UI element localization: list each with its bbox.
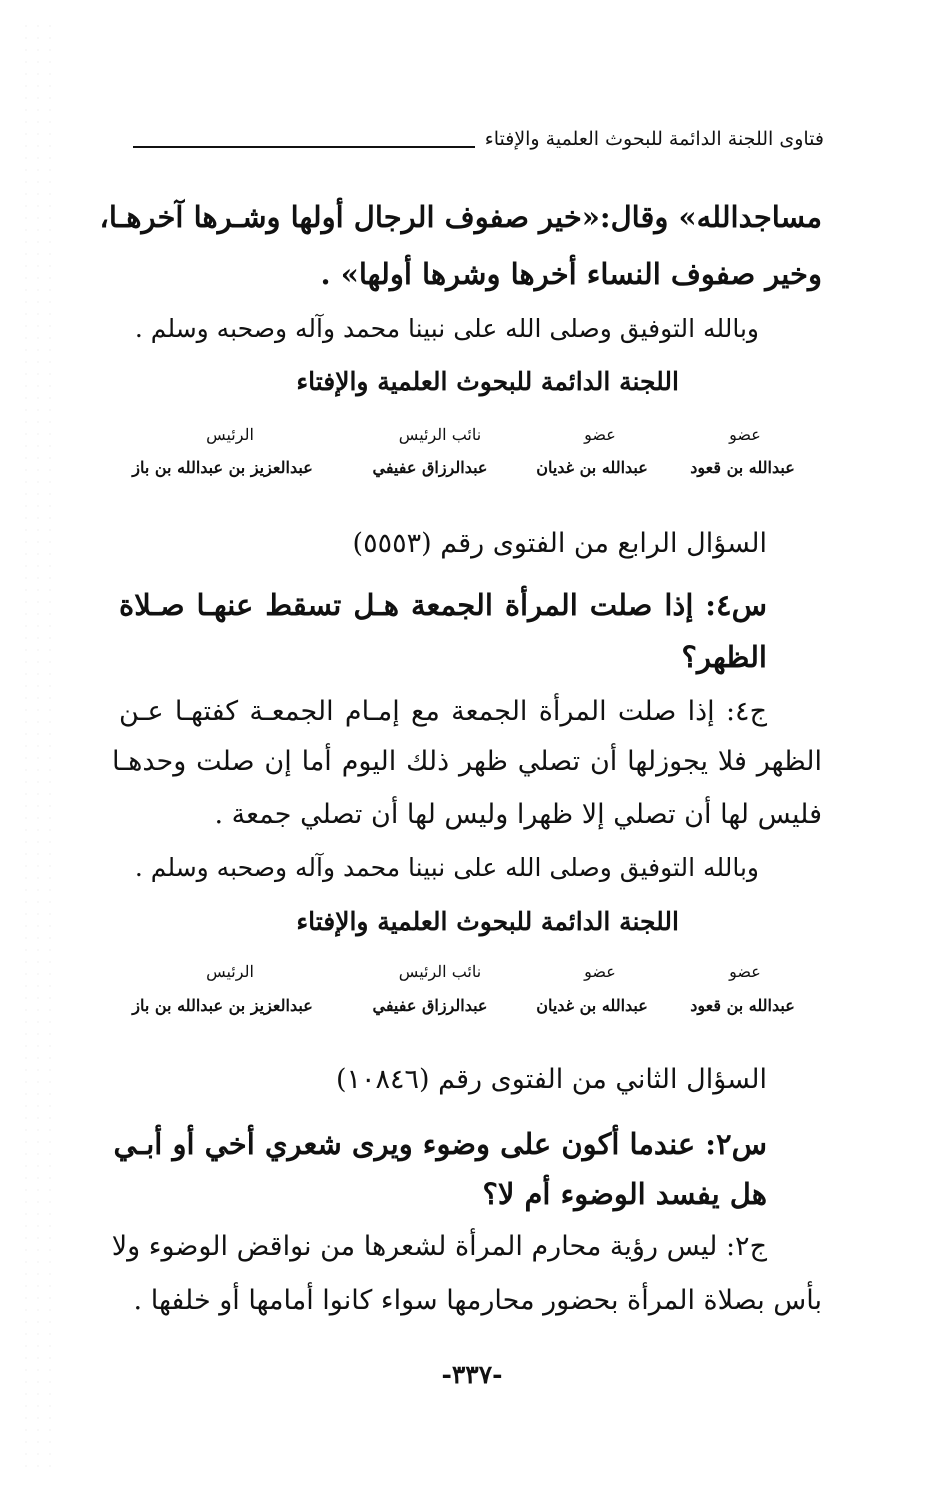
signature-role: الرئيس bbox=[206, 425, 254, 444]
signature-name: عبدالعزيز بن عبدالله بن باز bbox=[132, 996, 313, 1015]
signature-name: عبدالله بن قعود bbox=[690, 996, 795, 1015]
signature-name: عبدالعزيز بن عبدالله بن باز bbox=[132, 458, 313, 477]
header-rule bbox=[133, 146, 475, 148]
signature-role: عضو bbox=[584, 962, 616, 981]
answer-line: ج٤: إذا صلت المرأة الجمعة مع إمـام الجمعـة كفتهـا عـن bbox=[119, 696, 767, 727]
question-heading: السؤال الرابع من الفتوى رقم (٥٥٥٣) bbox=[352, 528, 767, 559]
signature-role: نائب الرئيس bbox=[398, 425, 482, 444]
committee-name: اللجنة الدائمة للبحوث العلمية والإفتاء bbox=[296, 907, 679, 936]
page-number: -٣٣٧- bbox=[441, 1360, 503, 1389]
closing-formula: وبالله التوفيق وصلى الله على نبينا محمد وآله وصحبه وسلم . bbox=[134, 853, 759, 882]
signature-role: عضو bbox=[729, 962, 761, 981]
signature-role: نائب الرئيس bbox=[398, 962, 482, 981]
signature-role: عضو bbox=[584, 425, 616, 444]
answer-line: الظهر فلا يجوزلها أن تصلي ظهر ذلك اليوم أما إن صلت وحدهـا bbox=[112, 746, 822, 777]
signature-name: عبدالرزاق عفيفي bbox=[372, 458, 488, 477]
question-heading: السؤال الثاني من الفتوى رقم (١٠٨٤٦) bbox=[335, 1064, 767, 1095]
scan-noise bbox=[20, 20, 60, 1470]
question-line: هل يفسد الوضوء أم لا؟ bbox=[482, 1177, 767, 1211]
signature-name: عبدالرزاق عفيفي bbox=[372, 996, 488, 1015]
question-line: الظهر؟ bbox=[681, 640, 767, 674]
signature-role: الرئيس bbox=[206, 962, 254, 981]
paragraph-line: وخير صفوف النساء أخرها وشرها أولها» . bbox=[320, 257, 822, 291]
paragraph-line: مساجدالله» وقال:«خير صفوف الرجال أولها وشـرها آخرهـا، bbox=[99, 200, 822, 234]
question-line: س٢: عندما أكون على وضوء ويرى شعري أخي أو أبـي bbox=[113, 1127, 767, 1161]
answer-line: بأس بصلاة المرأة بحضور محارمها سواء كانوا أمامها أو خلفها . bbox=[133, 1285, 822, 1316]
running-header: فتاوى اللجنة الدائمة للبحوث العلمية والإفتاء bbox=[484, 128, 824, 150]
answer-line: ج٢: ليس رؤية محارم المرأة لشعرها من نواقض الوضوء ولا bbox=[111, 1231, 767, 1262]
question-line: س٤: إذا صلت المرأة الجمعة هـل تسقط عنهـا صـلاة bbox=[119, 588, 767, 622]
closing-formula: وبالله التوفيق وصلى الله على نبينا محمد وآله وصحبه وسلم . bbox=[134, 314, 759, 343]
signature-name: عبدالله بن قعود bbox=[690, 458, 795, 477]
signature-name: عبدالله بن غديان bbox=[536, 996, 648, 1015]
committee-name: اللجنة الدائمة للبحوث العلمية والإفتاء bbox=[296, 367, 679, 396]
signature-role: عضو bbox=[729, 425, 761, 444]
answer-line: فليس لها أن تصلي إلا ظهرا وليس لها أن تصلي جمعة . bbox=[214, 799, 822, 830]
signature-name: عبدالله بن غديان bbox=[536, 458, 648, 477]
